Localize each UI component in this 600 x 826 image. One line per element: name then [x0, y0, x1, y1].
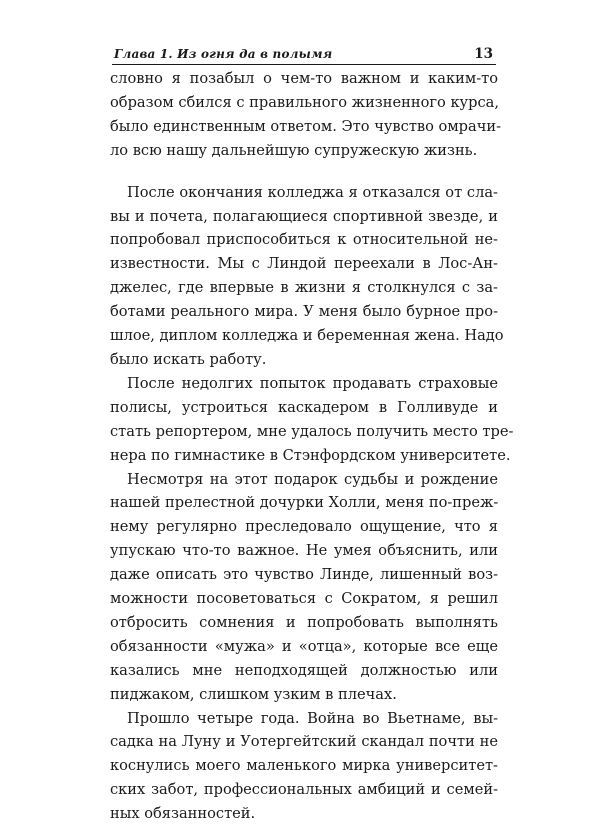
text-line: попробовал приспособиться к относительной не-: [110, 231, 498, 249]
text-line: образом сбился с правильного жизненного курса,: [110, 93, 500, 111]
text-line: ботами реального мира. У меня было бурное про-: [110, 303, 498, 321]
text-line: шлое, диплом колледжа и беременная жена. Надо: [110, 327, 504, 345]
text-line: ных обязанностей.: [110, 805, 256, 823]
text-line: После недолгих попыток продавать страховые: [127, 374, 498, 392]
text-line: даже описать это чувство Линде, лишенный воз-: [110, 566, 498, 584]
text-line: нера по гимнастике в Стэнфордском университете.: [110, 446, 511, 464]
text-line: джелес, где впервые в жизни я столкнулся с за-: [110, 279, 498, 297]
text-line: нему регулярно преследовало ощущение, что я: [110, 518, 498, 536]
paragraph-continuation: [110, 67, 502, 163]
text-line: было искать работу.: [110, 350, 267, 368]
text-line: вы и почета, полагающиеся спортивной звезде, и: [110, 207, 498, 225]
paragraph: [110, 181, 504, 372]
text-line: садка на Луну и Уотергейтский скандал почти не: [110, 733, 498, 751]
paragraph: [110, 707, 498, 826]
text-line: стать репортером, мне удалось получить место тре-: [110, 422, 514, 440]
page-number: 13: [474, 46, 493, 62]
body-text: [110, 67, 514, 826]
section-gap: [110, 163, 498, 181]
text-line: словно я позабыл о чем-то важном и каким-то: [110, 70, 498, 87]
text-line: Прошло четыре года. Война во Вьетнаме, вы-: [127, 709, 498, 727]
text-line: было единственным ответом. Это чувство омрачи-: [110, 117, 502, 135]
text-line: пиджаком, слишком узким в плечах.: [110, 685, 397, 703]
text-line: отбросить сомнения и попробовать выполнять: [110, 613, 498, 631]
text-line: нашей прелестной дочурки Холли, меня по-преж-: [110, 494, 499, 512]
text-line: коснулись моего маленького мирка университет-: [110, 757, 498, 775]
paragraph: [110, 468, 498, 707]
text-line: можности посоветоваться с Сократом, я решил: [110, 590, 498, 608]
text-line: ских забот, профессиональных амбиций и семей-: [110, 781, 498, 799]
text-line: ло всю нашу дальнейшую супружескую жизнь.: [110, 141, 478, 159]
text-line: Несмотря на этот подарок судьбы и рождение: [127, 470, 498, 488]
text-line: известности. Мы с Линдой переехали в Лос-Ан-: [110, 255, 498, 273]
text-line: После окончания колледжа я отказался от сла-: [127, 183, 498, 201]
text-line: обязанности «мужа» и «отца», которые все еще: [110, 637, 498, 655]
header-rule: [112, 64, 496, 65]
text-line: упускаю что-то важное. Не умея объяснить, или: [110, 542, 498, 560]
text-line: казались мне неподходящей должностью или: [110, 661, 498, 679]
running-header: [112, 46, 496, 66]
paragraph: [110, 372, 514, 468]
chapter-title: Глава 1. Из огня да в полымя: [114, 47, 333, 61]
text-line: полисы, устроиться каскадером в Голливуде и: [110, 398, 498, 416]
